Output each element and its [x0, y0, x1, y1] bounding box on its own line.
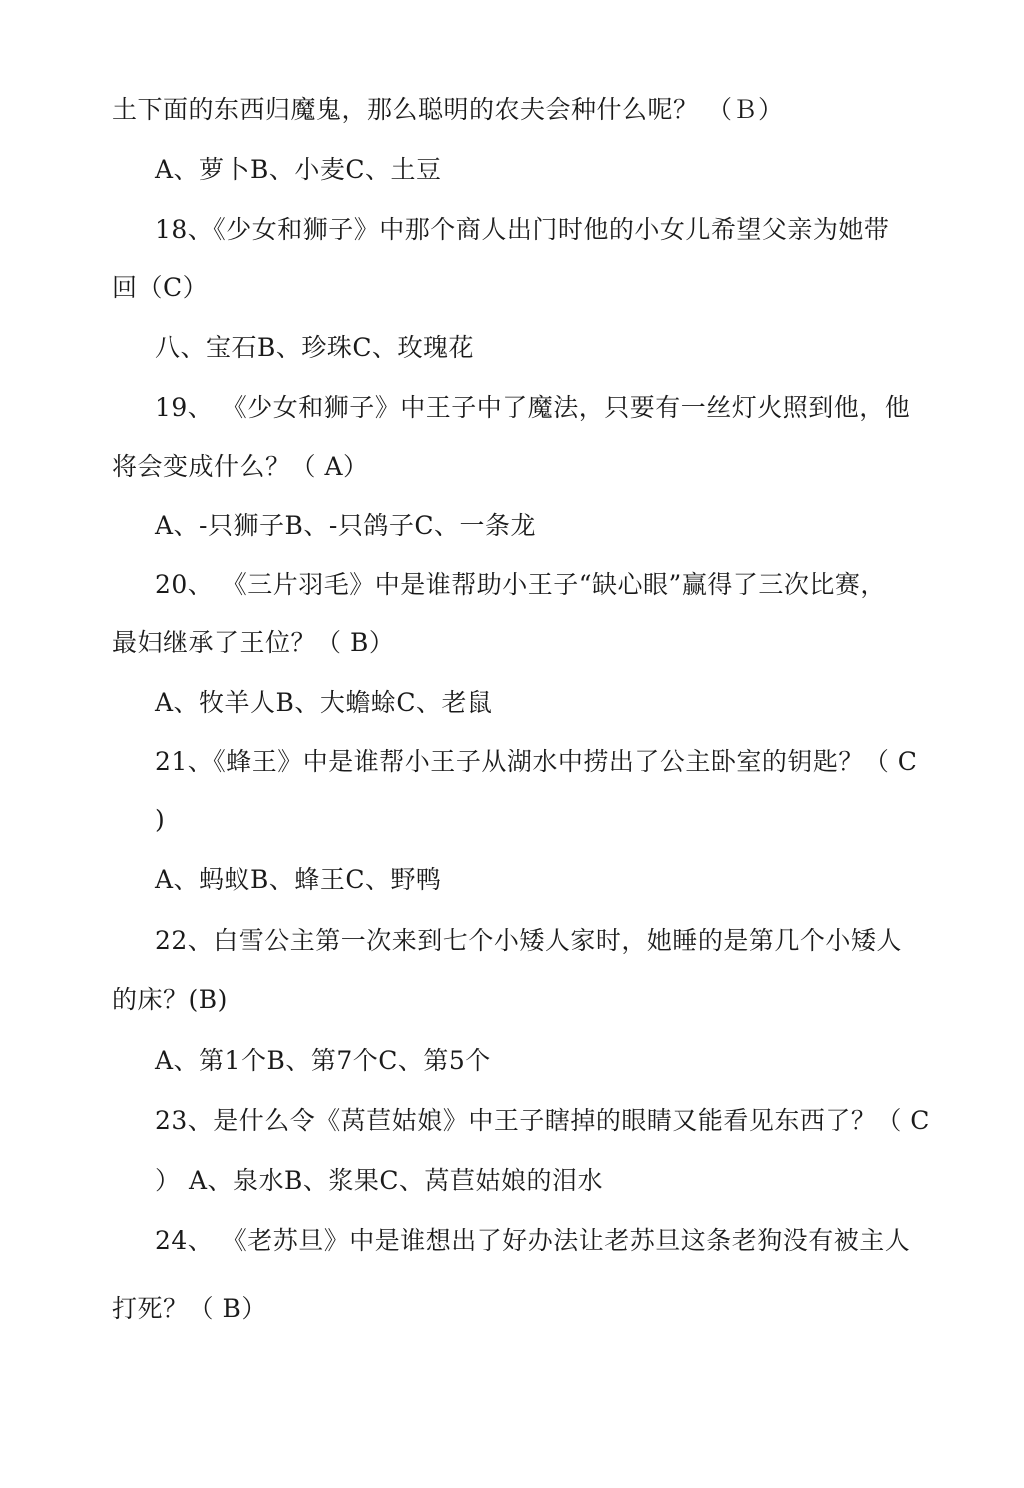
text-line-2: A、萝卜B、小麦C、土豆 [155, 155, 442, 184]
text-line-21: 打死？（ B） [112, 1294, 267, 1323]
text-line-12: 21、《蜂王》中是谁帮小王子从湖水中捞出了公主卧室的钥匙？（ C [155, 747, 918, 776]
text-line-6: 19、 《少女和狮子》中王子中了魔法，只要有一丝灯火照到他，他 [155, 393, 911, 422]
text-line-19: ） A、泉水B、浆果C、莴苣姑娘的泪水 [155, 1166, 604, 1195]
text-line-18: 23、是什么令《莴苣姑娘》中王子瞎掉的眼睛又能看见东西了？（ C [155, 1106, 930, 1135]
text-line-11: A、牧羊人B、大蟾蜍C、老鼠 [155, 688, 493, 717]
text-line-14: A、蚂蚁B、蜂王C、野鸭 [155, 865, 442, 894]
text-line-4: 回（C） [112, 273, 209, 302]
text-line-10: 最妇继承了王位？（ B） [112, 628, 395, 657]
text-line-13: ) [155, 805, 166, 834]
text-line-8: A、-只狮子B、-只鸽子C、一条龙 [155, 511, 536, 540]
text-line-15: 22、白雪公主第一次来到七个小矮人家时，她睡的是第几个小矮人 [155, 926, 902, 955]
text-line-9: 20、 《三片羽毛》中是谁帮助小王子“缺心眼”赢得了三次比赛， [155, 570, 886, 599]
text-line-20: 24、 《老苏旦》中是谁想出了好办法让老苏旦这条老狗没有被主人 [155, 1226, 911, 1255]
text-line-17: A、第1个B、第7个C、第5个 [155, 1046, 491, 1075]
text-line-16: 的床？(B) [112, 985, 228, 1014]
text-line-1: 土下面的东西归魔鬼，那么聪明的农夫会种什么呢？ （Ｂ） [112, 95, 784, 124]
text-line-5: 八、宝石B、珍珠C、玫瑰花 [155, 333, 475, 362]
text-line-3: 18、《少女和狮子》中那个商人出门时他的小女儿希望父亲为她带 [155, 215, 890, 244]
text-line-7: 将会变成什么？（ A） [112, 452, 369, 481]
